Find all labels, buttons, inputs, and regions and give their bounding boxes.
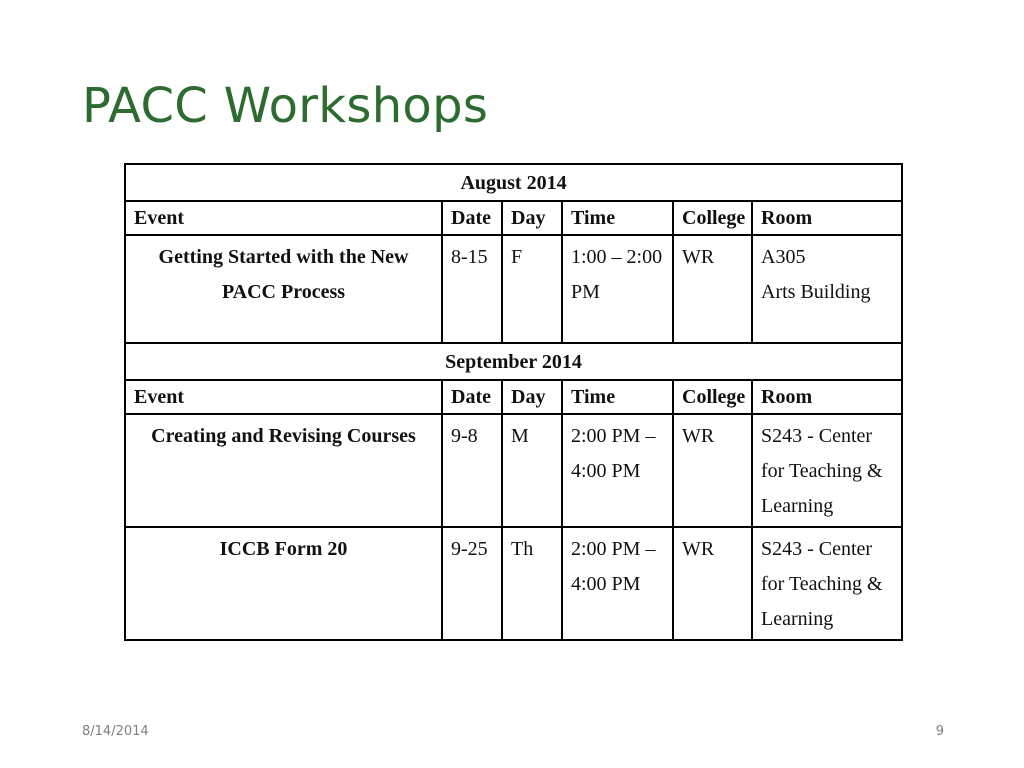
date-cell: 8-15 [442,235,502,343]
month-header: August 2014 [125,164,902,201]
slide-title: PACC Workshops [82,78,489,134]
col-header-time: Time [562,201,673,235]
college-cell: WR [673,414,752,527]
month-row-august [125,164,902,201]
room-name: A305 [761,246,806,268]
col-header-room: Room [752,380,902,414]
room-cell [752,235,902,343]
date-cell: 9-25 [442,527,502,640]
workshop-table-container [124,163,901,641]
column-header-row [125,380,902,414]
col-header-event: Event [125,380,442,414]
college-cell: WR [673,527,752,640]
date-cell: 9-8 [442,414,502,527]
time-cell: 2:00 PM – 4:00 PM [562,527,673,640]
col-header-event: Event [125,201,442,235]
page-number: 9 [935,724,944,739]
col-header-time: Time [562,380,673,414]
col-header-room: Room [752,201,902,235]
col-header-date: Date [442,380,502,414]
event-cell: ICCB Form 20 [125,527,442,640]
day-cell: F [502,235,562,343]
event-cell: Getting Started with the New PACC Process [125,235,442,343]
table-row [125,235,902,343]
college-cell: WR [673,235,752,343]
col-header-day: Day [502,380,562,414]
table-row [125,527,902,640]
col-header-date: Date [442,201,502,235]
room-cell: S243 - Center for Teaching & Learning [752,414,902,527]
room-cell: S243 - Center for Teaching & Learning [752,527,902,640]
day-cell: M [502,414,562,527]
col-header-day: Day [502,201,562,235]
workshop-schedule-table [124,163,903,641]
time-cell: 1:00 – 2:00 PM [562,235,673,343]
col-header-college: College [673,201,752,235]
day-cell: Th [502,527,562,640]
month-row-september [125,343,902,380]
col-header-college: College [673,380,752,414]
event-cell: Creating and Revising Courses [125,414,442,527]
room-building: Arts Building [761,281,871,303]
table-row [125,414,902,527]
month-header: September 2014 [125,343,902,380]
column-header-row [125,201,902,235]
footer-date: 8/14/2014 [82,724,149,739]
time-cell: 2:00 PM – 4:00 PM [562,414,673,527]
